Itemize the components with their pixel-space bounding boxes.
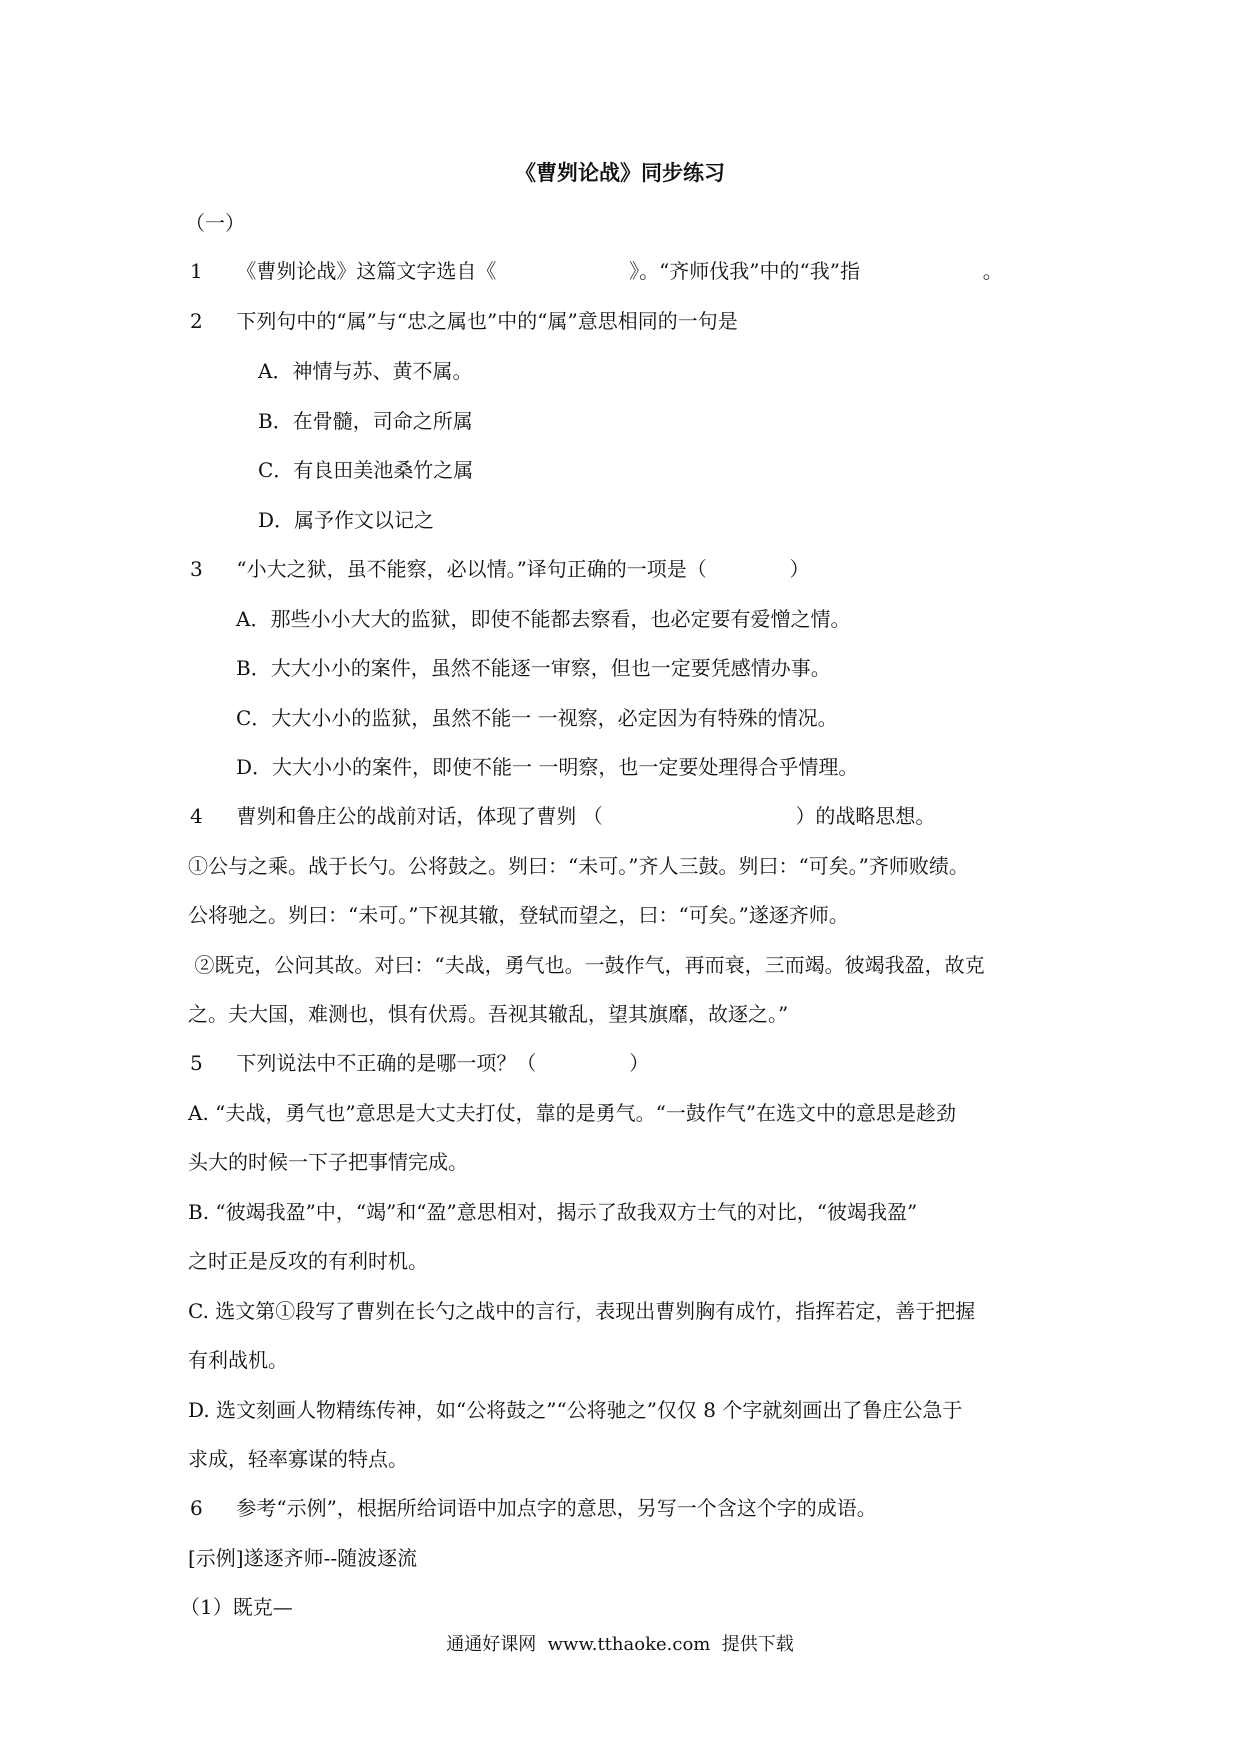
question-text: 曹刿和鲁庄公的战前对话，体现了曹刿 （ [236,804,603,828]
passage-line: ②既克，公问其故。对曰：“夫战，勇气也。一鼓作气，再而衰，三而竭。彼竭我盈，故克 [188,953,985,977]
passage-line: ①公与之乘。战于长勺。公将鼓之。刿曰：“未可。”齐人三鼓。刿曰：“可矣。”齐师败绩。 [188,854,969,878]
question-stem-end: ） [629,1051,650,1075]
question-4 [190,801,935,831]
example-line: [示例]遂逐齐师--随波逐流 [188,1546,418,1570]
question-number: 4 [190,804,203,828]
page-title: 《曹刿论战》同步练习 [515,160,725,185]
option-d: D．属予作文以记之 [258,508,435,532]
answer-item-1: （1）既克— [180,1595,293,1619]
option-b: B．在骨髓，司命之所属 [258,409,473,433]
question-number: 5 [190,1051,203,1075]
statement-a: A. “夫战，勇气也”意思是大丈夫打仗，靠的是勇气。“一鼓作气”在选文中的意思是趁劲 [188,1101,957,1125]
statement-b-cont: 之时正是反攻的有利时机。 [188,1249,428,1273]
question-text: 》。“齐师伐我”中的“我”指 [629,259,860,283]
question-stem: 参考“示例”，根据所给词语中加点字的意思，另写一个含这个字的成语。 [236,1496,877,1520]
question-number: 3 [190,557,203,581]
question-text: 。 [982,259,1003,283]
question-number: 2 [190,309,203,333]
question-5 [190,1048,649,1078]
question-3 [190,554,810,584]
question-2 [190,306,738,336]
option-a: A．神情与苏、黄不属。 [258,359,473,383]
passage-line: 之。夫大国，难测也，惧有伏焉。吾视其辙乱，望其旗靡，故逐之。” [188,1002,789,1026]
option-c: C．有良田美池桑竹之属 [258,458,474,482]
statement-c-cont: 有利战机。 [188,1348,288,1372]
statement-d: D. 选文刻画人物精练传神，如“公将鼓之”“公将驰之”仅仅 8 个字就刻画出了鲁庄公急于 [188,1398,963,1422]
question-1 [190,256,1003,286]
option-b: B．大大小小的案件，虽然不能逐一审察，但也一定要凭感情办事。 [236,656,831,680]
question-stem-end: ） [789,557,810,581]
question-text: ）的战略思想。 [795,804,936,828]
statement-d-cont: 求成，轻率寡谋的特点。 [188,1447,408,1471]
question-text: 《曹刿论战》这篇文字选自《 [236,259,497,283]
option-a: A．那些小小大大的监狱，即使不能都去察看，也必定要有爱憎之情。 [236,607,851,631]
question-6 [190,1493,877,1523]
statement-c: C. 选文第①段写了曹刿在长勺之战中的言行，表现出曹刿胸有成竹，指挥若定，善于把握 [188,1299,976,1323]
passage-line: 公将驰之。刿曰：“未可。”下视其辙，登轼而望之，曰：“可矣。”遂逐齐师。 [188,903,849,927]
option-d: D．大大小小的案件，即使不能一 一明察，也一定要处理得合乎情理。 [236,755,859,779]
question-number: 6 [190,1496,203,1520]
question-stem: 下列说法中不正确的是哪一项？（ [236,1051,537,1075]
section-label: （一） [185,211,245,235]
question-number: 1 [190,259,203,283]
question-stem: 下列句中的“属”与“忠之属也”中的“属”意思相同的一句是 [236,309,738,333]
statement-a-cont: 头大的时候一下子把事情完成。 [188,1150,468,1174]
statement-b: B. “彼竭我盈”中，“竭”和“盈”意思相对，揭示了敌我双方士气的对比，“彼竭我盈” [188,1200,918,1224]
page-footer: 通通好课网 www.tthaoke.com 提供下载 [446,1634,794,1655]
option-c: C．大大小小的监狱，虽然不能一 一视察，必定因为有特殊的情况。 [236,706,838,730]
question-stem: “小大之狱，虽不能察，必以情。”译句正确的一项是（ [236,557,707,581]
